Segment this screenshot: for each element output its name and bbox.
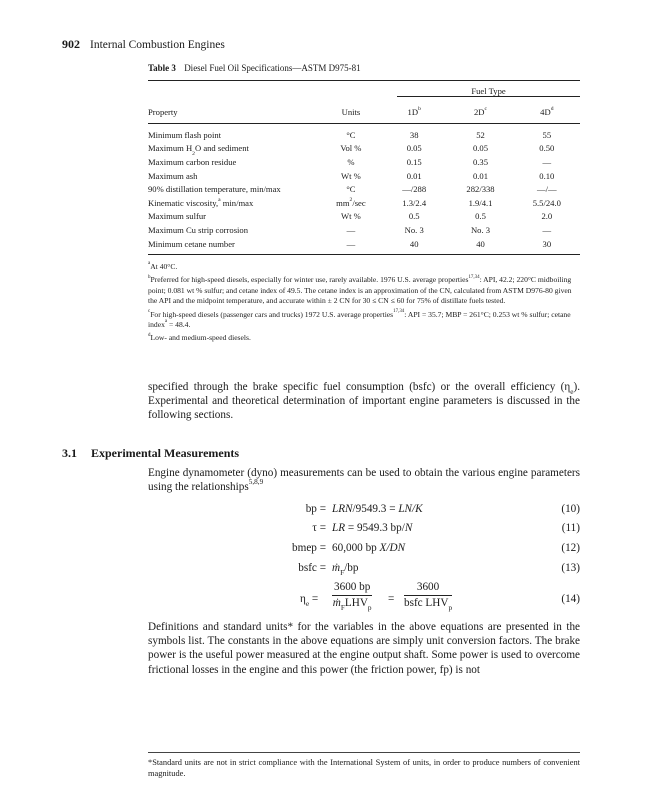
equation-number: (13) [561, 562, 580, 574]
section-heading [62, 446, 239, 461]
table-note-c: $^c$For high-speed diesels (passenger cars and trucks) 1972 U.S. average properties$^{17,34}$: API = 35.7; MBP = 261°C; 0.253 wt % sulfur; cetane index$^a$ = 48.4. [148, 308, 571, 330]
col-1d: $1D^b$ [407, 105, 421, 117]
table-label: Table 3 [148, 63, 176, 73]
equation-number: (10) [561, 503, 580, 515]
column-header-row [148, 101, 580, 124]
equation-number: (14) [561, 593, 580, 605]
page-number: 902 [62, 37, 80, 51]
paragraph-dyno: Engine dynamometer (dyno) measurements can be used to obtain the various engine parameters using the relationships$^{5,8,9}$ [148, 467, 580, 494]
equation-number: (11) [561, 522, 580, 534]
equation-number: (12) [561, 542, 580, 554]
fuel-type-header: Fuel Type [397, 86, 580, 97]
table-row: Minimum flash point °C 38 52 55 [148, 124, 580, 142]
table-row: 90% distillation temperature, min/max °C —/288 282/338 —/— [148, 184, 557, 195]
col-units: Units [341, 107, 361, 117]
footnote: *Standard units are not in strict compliance with the International System of units, in order to produce numbers of convenient magnitude. [148, 758, 580, 778]
running-header [62, 37, 225, 52]
fraction-2: 3600 bsfc $LHV_p$ [404, 581, 453, 613]
table-row: Maximum carbon residue % 0.15 0.35 — [148, 156, 552, 167]
table-note-a: $^a$At 40°C. [148, 261, 178, 271]
table-note-d: $^d$Low- and medium-speed diesels. [148, 332, 251, 343]
table-title: Diesel Fuel Oil Specifications—ASTM D975-81 [184, 63, 361, 73]
equation-13: bsfc = ṁ$_F$/bp (13) [298, 562, 580, 578]
table-row: Maximum ash Wt % 0.01 0.01 0.10 [148, 170, 555, 181]
equation-11: τ = LR = 9549.3 bp/N (11) [312, 522, 580, 534]
table-row: Kinematic viscosity,$^a$ min/max $mm^2/\sec$ 1.3/2.4 1.9/4.1 5.5/24.0 [148, 196, 561, 208]
table-note-b: $^b$Preferred for high-speed diesels, especially for winter use, rarely available. 1976 U.S. average properties$^{17,34}$: API, 42.2; 220°C midboiling point; 0.081 wt % sulfur; and cetane index of 49.5. The cetane index is an approximation of the CN, calculated from ASTM D976-80 given the API and the midpoint temperature, and accurate within ± 2 CN for 30 ≤ CN ≤ 60 for 75% of distillate fuels tested. [148, 274, 572, 306]
table-row: Maximum Cu strip corrosion — No. 3 No. 3 — [148, 224, 552, 235]
section-number: 3.1 [62, 446, 77, 460]
table-notes [148, 262, 580, 347]
paragraph-efficiency: specified through the brake specific fuel consumption (bsfc) or the overall efficiency $(\eta_e)$. Experimental and theoretical determination of important engine parameters is discussed in the following sections. [148, 381, 580, 422]
equation-14: $\eta_e$ = 3600 bp $ṁ_FLHV_p$ = 3600 bsfc $LHV_p$ (14) [300, 581, 580, 613]
col-4d: $4D^d$ [540, 105, 554, 117]
fuel-spec-table [148, 80, 580, 255]
table-caption [148, 63, 361, 73]
table-row: Maximum $H_2O$ and sediment Vol % 0.05 0.05 0.50 [148, 143, 555, 157]
equation-10: bp = LRN/9549.3 = LN/K (10) [305, 503, 580, 515]
equation-12: bmep = 60,000 bp X/DN (12) [292, 542, 580, 554]
fraction-1: 3600 bp $ṁ_FLHV_p$ [332, 581, 372, 613]
paragraph-definitions: Definitions and standard units* for the variables in the above equations are presented in the symbols list. The constants in the above equations are simply unit conversion factors. The brake power is the useful power measured at the engine output shaft. Some power is used to overcome frictional losses in the engine and this power (the friction power, fp) is not [148, 621, 580, 676]
running-title: Internal Combustion Engines [90, 39, 225, 51]
table-row: Maximum sulfur Wt % 0.5 0.5 2.0 [148, 211, 553, 222]
footnote-rule [148, 752, 580, 753]
col-2d: $2D^c$ [474, 105, 487, 117]
col-property: Property [148, 107, 178, 117]
section-title: Experimental Measurements [91, 446, 240, 460]
table-header-row [148, 81, 580, 102]
table-row: Minimum cetane number — 40 40 30 [148, 237, 580, 255]
